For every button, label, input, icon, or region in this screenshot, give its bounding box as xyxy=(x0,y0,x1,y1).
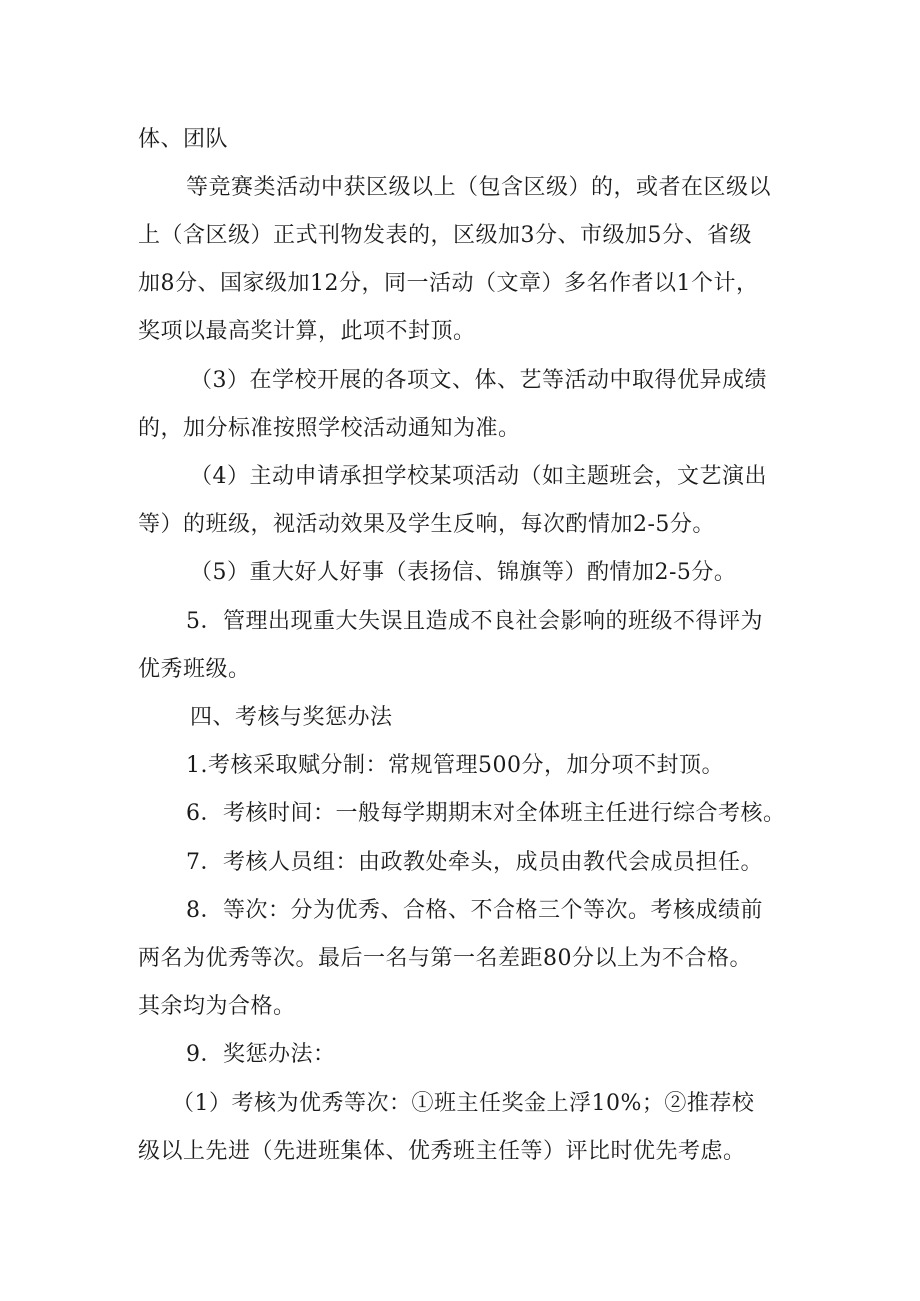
text-line: 等竞赛类活动中获区级以上（包含区级）的，或者在区级以 xyxy=(186,175,772,200)
text-line: 其余均为合格。 xyxy=(138,994,296,1019)
text-line: （5）重大好人好事（表扬信、锦旗等）酌情加2-5分。 xyxy=(190,560,737,585)
text-line: （1）考核为优秀等次：①班主任奖金上浮10%；②推荐校 xyxy=(172,1091,755,1116)
text-line: 级以上先进（先进班集体、优秀班主任等）评比时优先考虑。 xyxy=(138,1139,746,1164)
text-line: 等）的班级，视活动效果及学生反响，每次酌情加2-5分。 xyxy=(138,512,715,537)
text-line: 体、团队 xyxy=(138,127,229,152)
text-line: 8．等次：分为优秀、合格、不合格三个等次。考核成绩前 xyxy=(186,898,763,923)
text-line: 6．考核时间：一般每学期期末对全体班主任进行综合考核。 xyxy=(186,801,786,826)
text-line: （3）在学校开展的各项文、体、艺等活动中取得优异成绩 xyxy=(190,368,767,393)
text-line: 的，加分标准按照学校活动通知为准。 xyxy=(138,416,521,441)
text-line: （4）主动申请承担学校某项活动（如主题班会，文艺演出 xyxy=(190,464,767,489)
text-line: 两名为优秀等次。最后一名与第一名差距80分以上为不合格。 xyxy=(138,946,752,971)
text-line: 9．奖惩办法： xyxy=(186,1042,336,1067)
text-line: 奖项以最高奖计算，此项不封顶。 xyxy=(138,319,476,344)
text-line: 优秀班级。 xyxy=(138,657,251,682)
text-line: 1.考核采取赋分制：常规管理500分，加分项不封顶。 xyxy=(186,753,724,778)
text-line: 7．考核人员组：由政教处牵头，成员由教代会成员担任。 xyxy=(186,850,763,875)
section-heading: 四、考核与奖惩办法 xyxy=(190,705,393,730)
text-line: 上（含区级）正式刊物发表的，区级加3分、市级加5分、省级 xyxy=(138,223,752,248)
text-line: 5．管理出现重大失误且造成不良社会影响的班级不得评为 xyxy=(186,609,763,634)
text-line: 加8分、国家级加12分，同一活动（文章）多名作者以1个计， xyxy=(138,271,759,296)
